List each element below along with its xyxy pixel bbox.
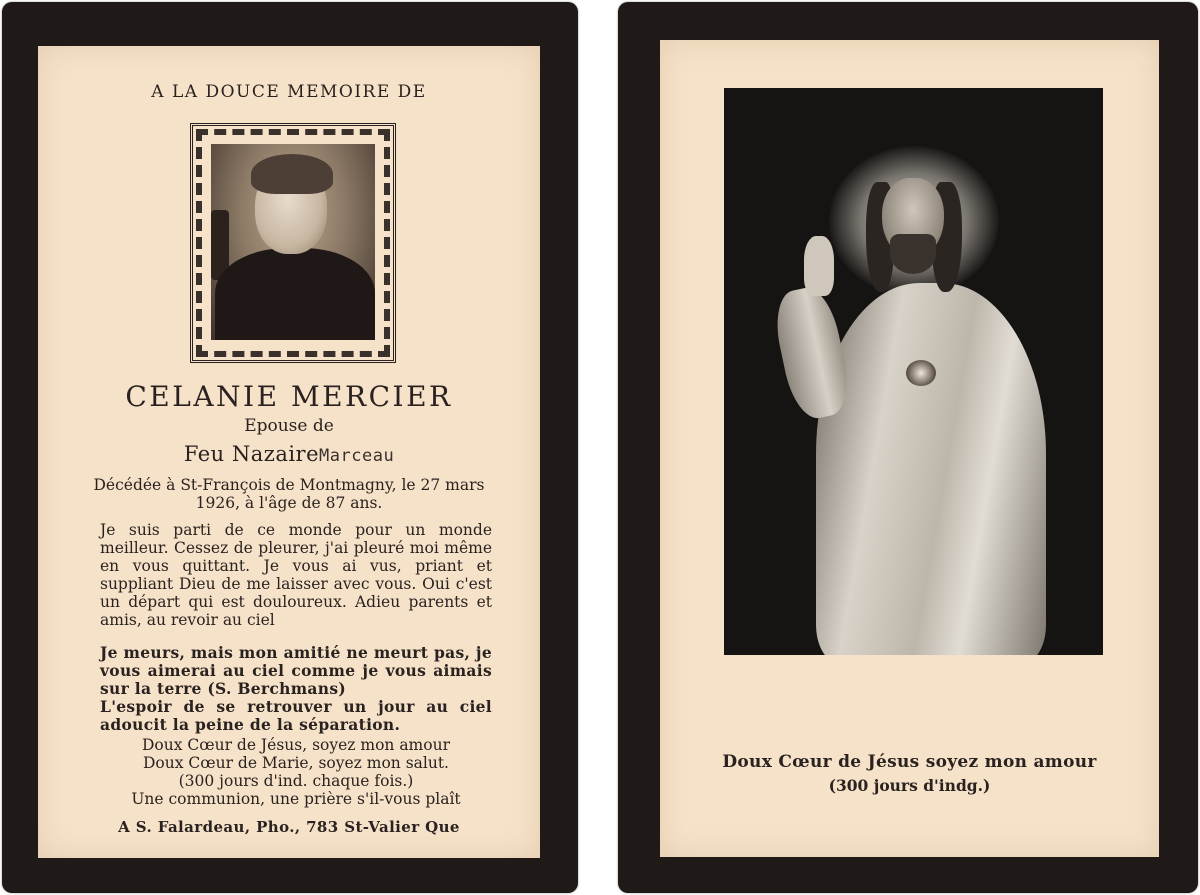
deceased-name: CELANIE MERCIER — [125, 380, 453, 413]
prayer-marie: Doux Cœur de Marie, soyez mon salut. — [143, 754, 449, 772]
caption-indulgence: (300 jours d'indg.) — [828, 776, 991, 795]
memorial-card-front — [2, 2, 578, 893]
quote-espoir: L'espoir de se retrouver un jour au ciel adoucit la peine de la séparation. — [100, 697, 492, 734]
image-caption: Doux Cœur de Jésus soyez mon amour — [722, 752, 1097, 772]
memorial-heading: A LA DOUCE MEMOIRE DE — [151, 82, 427, 102]
quote-paragraph — [100, 644, 492, 734]
poem-text: Je suis parti de ce monde pour un monde meilleur. Cessez de pleurer, j'ai pleuré moi même en vous quittant. Je vous ai vus, priant et suppliant Dieu de me laisser avec vous. Oui c'est un départ qui est douloureux. Adieu parents et amis, au revoir au ciel — [100, 521, 492, 629]
prayer-jesus: Doux Cœur de Jésus, soyez mon amour — [142, 736, 450, 754]
photographer-credit: A S. Falardeau, Pho., 783 St-Valier Que — [118, 818, 460, 836]
poem-paragraph — [100, 521, 492, 629]
epouse-label: Epouse de — [244, 416, 334, 436]
sacred-heart-image — [724, 88, 1103, 655]
death-details: Décédée à St-François de Montmagny, le 27 mars 1926, à l'âge de 87 ans. — [93, 476, 485, 512]
portrait-photo — [211, 144, 375, 340]
husband-prefix: Feu Nazaire — [183, 442, 320, 466]
card-back-paper — [660, 40, 1159, 857]
prayers-block — [96, 736, 496, 808]
husband-surname-stamp: Marceau — [319, 446, 395, 466]
husband-name — [38, 442, 540, 466]
memorial-card-back — [618, 2, 1198, 893]
communion-request: Une communion, une prière s'il-vous plaît — [131, 790, 461, 808]
card-front-paper — [38, 46, 540, 858]
portrait-frame — [190, 123, 396, 363]
quote-berchmans: Je meurs, mais mon amitié ne meurt pas, je vous aimerai au ciel comme je vous aimais sur la terre (S. Berchmans) — [100, 643, 492, 698]
indulgence-note: (300 jours d'ind. chaque fois.) — [178, 772, 414, 790]
sacred-heart-icon — [906, 360, 936, 386]
